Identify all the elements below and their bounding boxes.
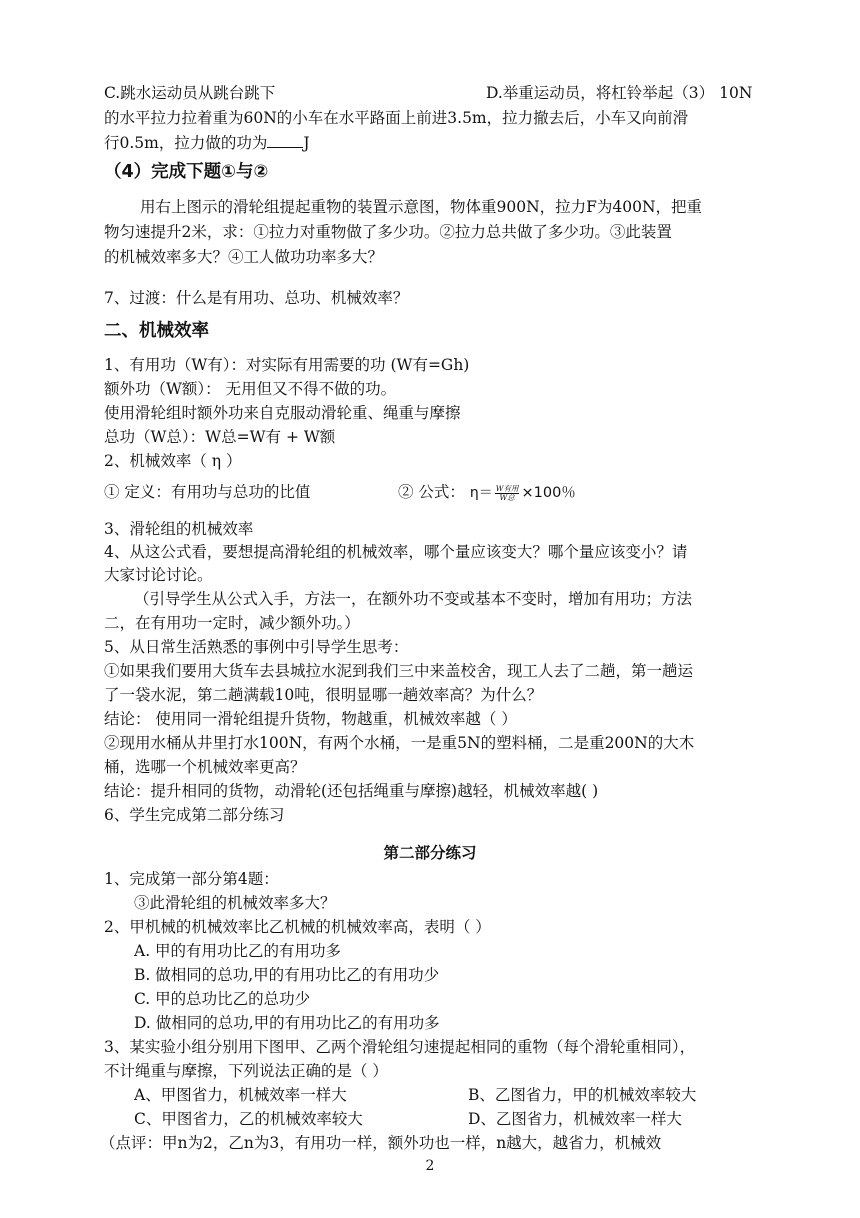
example-2-line-1: ②现用水桶从井里打水100N，有两个水桶，一是重5N的塑料桶，二是重200N的大木 — [104, 734, 695, 752]
guide-line-1: （引导学生从公式入手，方法一，在额外功不变或基本不变时，增加有用功；方法 — [134, 590, 693, 608]
example-1-line-1: ①如果我们要用大货车去县城拉水泥到我们三中来盖校舍，现工人去了二趟，第一趟运 — [104, 662, 694, 680]
question-3-text: 行0.5m，拉力做的功为 — [104, 134, 268, 152]
student-practice-line: 6、学生完成第二部分练习 — [104, 806, 285, 824]
formula-fraction — [495, 485, 520, 502]
formula-eta: η＝ — [469, 485, 493, 501]
formula-denominator: W总 — [499, 492, 515, 502]
line-option-d — [486, 82, 752, 104]
problem-line-3: 的机械效率多大？④工人做功功率多大？ — [104, 248, 384, 266]
exercise-1-sub: ③此滑轮组的机械效率多大？ — [134, 894, 336, 912]
discussion-line-1: 4、从这公式看，要想提高滑轮组的机械效率，哪个量应该变大？哪个量应该变小？请 — [104, 543, 688, 561]
formula-tail: ×100％ — [521, 485, 576, 501]
pulley-efficiency-heading: 3、滑轮组的机械效率 — [104, 520, 254, 538]
conclusion-2: 结论：提升相同的货物，动滑轮(还包括绳重与摩擦)越轻，机械效率越( ) — [104, 782, 599, 800]
exercise-3-line-1: 3、某实验小组分别用下图甲、乙两个滑轮组匀速提起相同的重物（每个滑轮重相同）， — [104, 1038, 696, 1056]
extra-work-def: 额外功（W额）： 无用但又不得不做的功。 — [104, 380, 397, 398]
answer-unit: J — [303, 134, 310, 152]
discussion-line-2: 大家讨论讨论。 — [104, 566, 213, 584]
heading-task-4: （4）完成下题①与② — [104, 162, 269, 182]
exercise-2: 2、甲机械的机械效率比乙机械的机械效率高，表明（ ） — [104, 918, 491, 936]
useful-work-def: 1、有用功（W有）：对实际有用需要的功 (W有=Gh) — [104, 356, 470, 374]
page-number: 2 — [425, 1158, 435, 1174]
problem-line-2: 物匀速提升2米，求：①拉力对重物做了多少功。②拉力总共做了多少功。③此装置 — [104, 223, 672, 241]
daily-life-heading: 5、从日常生活熟悉的事例中引导学生思考： — [104, 638, 409, 656]
exercise-2-option-b: B. 做相同的总功,甲的有用功比乙的有用功少 — [134, 966, 440, 984]
question-3-line-3 — [104, 132, 310, 154]
part-two-heading: 第二部分练习 — [383, 843, 477, 862]
extra-work-source: 使用滑轮组时额外功来自克服动滑轮重、绳重与摩擦 — [104, 404, 461, 422]
line-option-c — [104, 82, 275, 104]
exercise-3-option-c: C、甲图省力，乙的机械效率较大 — [134, 1110, 363, 1128]
commentary-line: （点评：甲n为2，乙n为3，有用功一样，额外功也一样，n越大，越省力，机械效 — [100, 1134, 662, 1152]
transition-line: 7、过渡：什么是有用功、总功、机械效率？ — [104, 289, 409, 307]
exercise-2-option-d: D. 做相同的总功,甲的有用功比乙的有用功多 — [134, 1014, 440, 1032]
option-c-text: C.跳水运动员从跳台跳下 — [104, 84, 276, 102]
guide-line-2: 二，在有用功一定时，减少额外功。） — [104, 614, 360, 632]
total-work-def: 总功（W总）：W总=W有 + W额 — [104, 428, 336, 446]
answer-blank — [267, 133, 303, 148]
question-3-line-2: 的水平拉力拉着重为60N的小车在水平路面上前进3.5m，拉力撤去后，小车又向前滑 — [104, 109, 689, 127]
exercise-2-option-a: A. 甲的有用功比乙的有用功多 — [134, 942, 342, 960]
section-heading-efficiency: 二、机械效率 — [104, 321, 209, 341]
efficiency-formula — [398, 481, 576, 504]
exercise-3-option-a: A、甲图省力，机械效率一样大 — [134, 1086, 347, 1104]
exercise-3-line-2: 不计绳重与摩擦，下列说法正确的是（ ） — [104, 1062, 388, 1080]
option-d-text: D.举重运动员，将杠铃举起（3） 10N — [486, 84, 753, 102]
efficiency-title: 2、机械效率（ η ） — [104, 452, 242, 470]
example-2-line-2: 桶，选哪一个机械效率更高？ — [104, 758, 306, 776]
efficiency-definition: ① 定义：有用功与总功的比值 — [104, 483, 311, 501]
conclusion-1: 结论： 使用同一滑轮组提升货物，物越重，机械效率越（ ） — [104, 710, 517, 728]
formula-label: ② 公式： — [398, 483, 465, 501]
problem-line-1: 用右上图示的滑轮组提起重物的装置示意图，物体重900N，拉力F为400N，把重 — [140, 198, 703, 216]
exercise-1: 1、完成第一部分第4题： — [104, 870, 279, 888]
exercise-2-option-c: C. 甲的总功比乙的总功少 — [134, 990, 311, 1008]
exercise-3-option-b: B、乙图省力，甲的机械效率较大 — [468, 1086, 697, 1104]
exercise-3-option-d: D、乙图省力，机械效率一样大 — [468, 1110, 682, 1128]
example-1-line-2: 了一袋水泥，第二趟满载10吨，很明显哪一趟效率高？为什么？ — [104, 686, 543, 704]
formula-numerator: W有用 — [495, 483, 519, 493]
